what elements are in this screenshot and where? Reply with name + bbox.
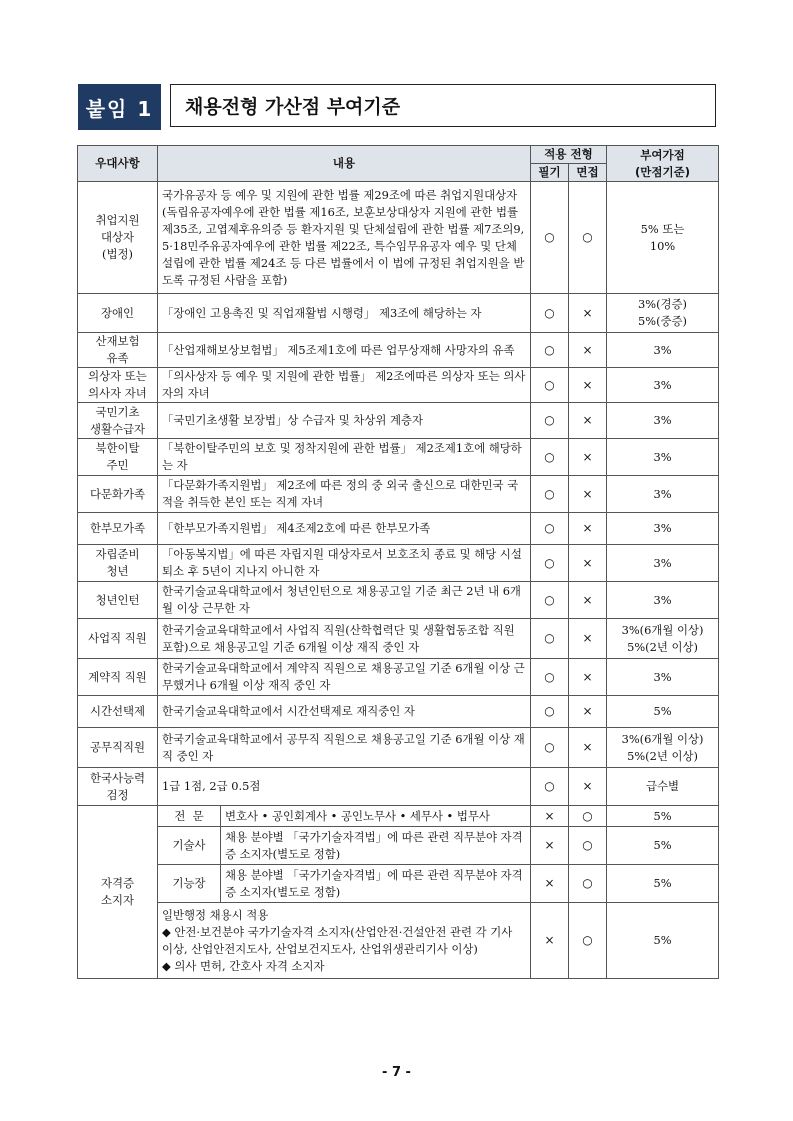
cert-sub-content: 채용 분야별 「국가기술자격법」에 따른 관련 직무분야 자격증 소지자(별도로 정함): [225, 829, 523, 861]
table-row: [78, 368, 719, 403]
cert-bonus: 5%: [607, 806, 719, 827]
row-bonus: 3%: [607, 439, 719, 476]
row-content: 한국기술교육대학교에서 사업직 직원(산학협력단 및 생활협동조합 직원 포함)으로 채용공고일 기준 6개월 이상 재직 중인 자: [158, 619, 531, 659]
table-row: [78, 513, 719, 545]
row-interview-mark: ×: [569, 545, 607, 582]
row-content: 「다문화가족지원법」 제2조에 따른 정의 중 외국 출신으로 대한민국 국적을 취득한 본인 또는 직계 자녀: [158, 476, 531, 513]
row-written-mark: ○: [531, 333, 569, 368]
row-interview-mark: ○: [569, 182, 607, 294]
row-written-mark: ○: [531, 728, 569, 768]
row-category: 다문화가족: [78, 476, 158, 513]
table-row: [78, 827, 719, 865]
table-row: [78, 439, 719, 476]
col-header-apply-stage: 적용 전형: [531, 146, 607, 164]
cert-interview-mark: ○: [569, 865, 607, 903]
row-written-mark: ○: [531, 768, 569, 806]
row-bonus: 3%: [607, 545, 719, 582]
row-bonus: 3%(6개월 이상) 5%(2년 이상): [607, 728, 719, 768]
cert-bonus: 5%: [607, 827, 719, 865]
row-category: 자립준비 청년: [78, 545, 158, 582]
row-bonus: 3%: [607, 368, 719, 403]
cert-written-mark: ×: [531, 865, 569, 903]
cert-sub-label: 전 문: [158, 806, 221, 826]
cert-interview-mark: ○: [569, 806, 607, 827]
row-interview-mark: ×: [569, 333, 607, 368]
row-interview-mark: ×: [569, 728, 607, 768]
table-row: [78, 333, 719, 368]
cert-written-mark: ×: [531, 806, 569, 827]
row-content: 한국기술교육대학교에서 청년인턴으로 채용공고일 기준 최근 2년 내 6개월 이상 근무한 자: [158, 582, 531, 619]
col-header-written: 필기: [531, 164, 569, 182]
row-written-mark: ○: [531, 696, 569, 728]
cert-general-bullet1: ◆ 안전·보건분야 국가기술자격 소지자(산업안전·건설안전 관련 각 기사 이상, 산업안전지도사, 산업보건지도사, 산업위생관리기사 이상): [162, 924, 513, 956]
row-interview-mark: ×: [569, 513, 607, 545]
col-header-content: 내용: [158, 146, 531, 182]
row-bonus: 5%: [607, 696, 719, 728]
table-row: [78, 476, 719, 513]
row-written-mark: ○: [531, 619, 569, 659]
row-content: 한국기술교육대학교에서 공무직 직원으로 채용공고일 기준 6개월 이상 재직 중인 자: [158, 728, 531, 768]
row-bonus: 3%: [607, 333, 719, 368]
row-bonus: 3%: [607, 403, 719, 439]
row-content: 「산업재해보상보험법」 제5조제1호에 따른 업무상재해 사망자의 유족: [158, 333, 531, 368]
row-content: 「북한이탈주민의 보호 및 정착지원에 관한 법률」 제2조제1호에 해당하는 자: [158, 439, 531, 476]
table-row: [78, 659, 719, 696]
row-bonus: 3%: [607, 659, 719, 696]
row-written-mark: ○: [531, 513, 569, 545]
table-row: [78, 768, 719, 806]
row-category: 취업지원 대상자 (법정): [78, 182, 158, 294]
row-interview-mark: ×: [569, 582, 607, 619]
cert-general-bonus: 5%: [607, 903, 719, 979]
row-content: 「장애인 고용촉진 및 직업재활법 시행령」 제3조에 해당하는 자: [158, 294, 531, 333]
table-row: [78, 545, 719, 582]
row-interview-mark: ×: [569, 476, 607, 513]
cert-sub-cell: [158, 806, 531, 827]
row-written-mark: ○: [531, 545, 569, 582]
row-category: 북한이탈 주민: [78, 439, 158, 476]
row-interview-mark: ×: [569, 439, 607, 476]
row-written-mark: ○: [531, 582, 569, 619]
row-bonus: 급수별: [607, 768, 719, 806]
row-written-mark: ○: [531, 403, 569, 439]
row-category: 청년인턴: [78, 582, 158, 619]
row-category: 한부모가족: [78, 513, 158, 545]
table-row: [78, 696, 719, 728]
row-content: 국가유공자 등 예우 및 지원에 관한 법률 제29조에 따른 취업지원대상자 (독립유공자예우에 관한 법률 제16조, 보훈보상대상자 지원에 관한 법률 제35조, 고엽제후유의증 등 환자지원 및 단체설립에 관한 법률 제7조의9, 5·18민주유공자예우에 관한 법률 제22조, 특수임무유공자 예우 및 단체설립에 관한 법률 제24조 등 다른 법률에서 이 법에 규정된 취업지원을 받도록 규정된 사람을 포함): [158, 182, 531, 294]
cert-written-mark: ×: [531, 827, 569, 865]
row-bonus: 3%: [607, 582, 719, 619]
cert-sub-cell: [158, 827, 531, 865]
table-row: [78, 865, 719, 903]
table-row: [78, 806, 719, 827]
row-category: 의상자 또는 의사자 자녀: [78, 368, 158, 403]
row-category: 시간선택제: [78, 696, 158, 728]
row-category: 장애인: [78, 294, 158, 333]
row-category: 공무직직원: [78, 728, 158, 768]
cert-general-cell: [158, 903, 531, 979]
cert-general-title: 일반행정 채용시 적용: [162, 907, 269, 922]
table-row: [78, 728, 719, 768]
cert-sub-label: 기능장: [158, 865, 221, 902]
cert-general-written-mark: ×: [531, 903, 569, 979]
cert-category: 자격증 소지자: [78, 806, 158, 979]
cert-general-interview-mark: ○: [569, 903, 607, 979]
row-written-mark: ○: [531, 182, 569, 294]
cert-interview-mark: ○: [569, 827, 607, 865]
row-interview-mark: ×: [569, 619, 607, 659]
row-content: 「국민기초생활 보장법」상 수급자 및 차상위 계층자: [158, 403, 531, 439]
section-header: [78, 84, 718, 130]
col-header-interview: 면접: [569, 164, 607, 182]
row-interview-mark: ×: [569, 696, 607, 728]
row-category: 국민기초 생활수급자: [78, 403, 158, 439]
row-bonus: 3%: [607, 513, 719, 545]
row-content: 「아동복지법」에 따른 자립지원 대상자로서 보호조치 종료 및 해당 시설 퇴소 후 5년이 지나지 아니한 자: [158, 545, 531, 582]
col-header-bonus-line2: (만점기준): [635, 164, 690, 179]
row-category: 사업직 직원: [78, 619, 158, 659]
row-category: 계약직 직원: [78, 659, 158, 696]
row-bonus: 3%: [607, 476, 719, 513]
row-content: 「한부모가족지원법」 제4조제2호에 따른 한부모가족: [158, 513, 531, 545]
cert-sub-cell: [158, 865, 531, 903]
page-title: 채용전형 가산점 부여기준: [170, 84, 716, 127]
row-bonus: 5% 또는 10%: [607, 182, 719, 294]
row-written-mark: ○: [531, 368, 569, 403]
col-header-bonus-line1: 부여가점: [640, 147, 685, 162]
row-bonus: 3%(6개월 이상) 5%(2년 이상): [607, 619, 719, 659]
row-written-mark: ○: [531, 476, 569, 513]
table-row: [78, 294, 719, 333]
row-content: 한국기술교육대학교에서 계약직 직원으로 채용공고일 기준 6개월 이상 근무했거나 6개월 이상 재직 중인 자: [158, 659, 531, 696]
row-interview-mark: ×: [569, 294, 607, 333]
row-content: 1급 1점, 2급 0.5점: [158, 768, 531, 806]
row-written-mark: ○: [531, 294, 569, 333]
row-content: 「의사상자 등 예우 및 지원에 관한 법률」 제2조에따른 의상자 또는 의사자의 자녀: [158, 368, 531, 403]
row-interview-mark: ×: [569, 768, 607, 806]
row-interview-mark: ×: [569, 659, 607, 696]
cert-bonus: 5%: [607, 865, 719, 903]
cert-general-bullet2: ◆ 의사 면허, 간호사 자격 소지자: [162, 958, 325, 973]
row-written-mark: ○: [531, 439, 569, 476]
attachment-badge: 붙임 1: [78, 84, 161, 130]
cert-sub-content: 변호사 • 공인회계사 • 공인노무사 • 세무사 • 법무사: [225, 808, 490, 823]
page-number: - 7 -: [382, 1065, 411, 1080]
row-bonus: 3%(경증) 5%(중증): [607, 294, 719, 333]
cert-sub-label: 기술사: [158, 827, 221, 864]
row-content: 한국기술교육대학교에서 시간선택제로 재직중인 자: [158, 696, 531, 728]
table-row: [78, 903, 719, 979]
row-written-mark: ○: [531, 659, 569, 696]
row-category: 산재보험 유족: [78, 333, 158, 368]
table-row: [78, 182, 719, 294]
table-row: [78, 619, 719, 659]
col-header-category: 우대사항: [78, 146, 158, 182]
row-interview-mark: ×: [569, 368, 607, 403]
cert-sub-content: 채용 분야별 「국가기술자격법」에 따른 관련 직무분야 자격증 소지자(별도로 정함): [225, 867, 523, 899]
col-header-bonus: [607, 146, 719, 182]
row-interview-mark: ×: [569, 403, 607, 439]
table-row: [78, 403, 719, 439]
bonus-criteria-table: [77, 145, 719, 979]
row-category: 한국사능력 검정: [78, 768, 158, 806]
table-row: [78, 582, 719, 619]
